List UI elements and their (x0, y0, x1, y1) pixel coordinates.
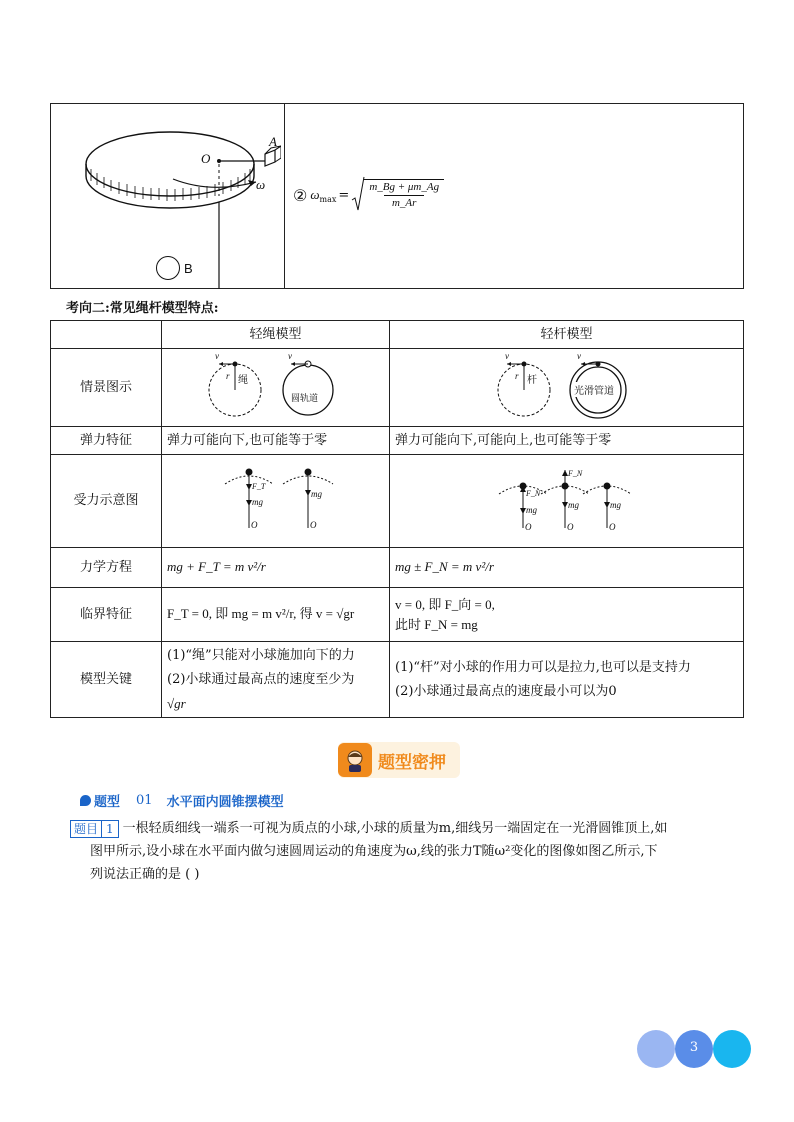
table-row (51, 642, 744, 718)
question-line3: 列说法正确的是 ( ) (90, 867, 200, 882)
section-heading: 考向二:常见绳杆模型特点: (66, 301, 219, 316)
question-line2: 图甲所示,设小球在水平面内做匀速圆周运动的角速度为ω,线的张力T随ω²变化的图像如图乙所示,下 (90, 844, 658, 859)
question-block (70, 817, 740, 886)
row-label: 弹力特征 (51, 427, 162, 455)
rod-elastic-cell: 弹力可能向下,可能向上,也可能等于零 (390, 427, 744, 455)
rod-force-fn2: F_N (568, 469, 583, 478)
type-number: 01 (136, 793, 153, 808)
rod-force-fn: F_N (526, 489, 541, 498)
table-row (51, 455, 744, 548)
rope-key-line3: √gr (167, 695, 186, 711)
rod-key-line1: (1)“杆”对小球的作用力可以是拉力,也可以是支持力 (395, 659, 691, 675)
deco-circle-left (637, 1030, 675, 1068)
rope-critical: F_T = 0, 即 mg = m v²/r, 得 v = √gr (167, 606, 355, 621)
formula-denominator: m_Ar (384, 195, 424, 211)
type-heading (80, 791, 284, 810)
table-row (51, 349, 744, 427)
rope-force-diagram (163, 456, 388, 546)
header-rod: 轻杆模型 (390, 321, 744, 349)
rope-force-ft: F_T (252, 482, 266, 491)
rod-force-cell (390, 455, 744, 548)
rod-scene-v: v (505, 351, 509, 361)
rod-scene-label: 杆 (527, 375, 537, 386)
rod-scene-track: 光滑管道 (574, 382, 614, 397)
question-line1: 一根轻质细线一端系一可视为质点的小球,小球的质量为m,细线另一端固定在一光滑圆锥顶上,如 (122, 821, 668, 836)
rod-equation: mg ± F_N = m v²/r (395, 559, 494, 574)
rope-scene-r: r (226, 371, 230, 381)
row-label: 情景图示 (51, 349, 162, 427)
formula-lhs-sub: max (319, 194, 337, 204)
row-label: 力学方程 (51, 548, 162, 588)
rope-equation: mg + F_T = m v²/r (167, 559, 266, 574)
page-number-decoration (637, 1028, 753, 1068)
rod-critical-cell (390, 588, 744, 642)
rod-force-mg2: mg (568, 500, 579, 510)
rope-force-o: O (251, 520, 258, 530)
rod-key-cell (390, 642, 744, 718)
row-label: 临界特征 (51, 588, 162, 642)
rope-elastic-cell: 弹力可能向下,也可能等于零 (162, 427, 390, 455)
rod-scene-cell (390, 349, 744, 427)
model-table (50, 320, 744, 718)
row-label: 模型关键 (51, 642, 162, 718)
rope-scene-label: 绳 (238, 375, 248, 386)
rope-key-line2: (2)小球通过最高点的速度至少为 (167, 671, 355, 687)
table-row (51, 427, 744, 455)
header-empty (51, 321, 162, 349)
rod-force-o: O (525, 522, 532, 532)
question-tag: 题目 (70, 820, 102, 838)
rope-scene-v: v (215, 351, 219, 361)
formula-eq: = (338, 187, 350, 203)
label-omega: ω (256, 177, 266, 192)
label-o: O (201, 151, 211, 166)
header-rope: 轻绳模型 (162, 321, 390, 349)
formula-index: ② (293, 185, 308, 205)
rotating-disk-diagram (81, 124, 281, 289)
omega-max-formula (293, 176, 444, 214)
question-number: 1 (102, 820, 119, 838)
rope-force-mg2: mg (311, 489, 322, 499)
rope-critical-cell (162, 588, 390, 642)
type-bullet-icon (80, 795, 91, 806)
rod-force-o3: O (609, 522, 616, 532)
rope-scene-track: 圆轨道 (291, 394, 319, 404)
row-label: 受力示意图 (51, 455, 162, 548)
rope-force-cell (162, 455, 390, 548)
deco-circle-right (713, 1030, 751, 1068)
rope-equation-cell (162, 548, 390, 588)
rod-equation-cell (390, 548, 744, 588)
type-tag: 题型 (94, 795, 121, 810)
rope-key-line1: (1)“绳”只能对小球施加向下的力 (167, 647, 355, 663)
rod-force-mg: mg (526, 505, 537, 515)
formula-numerator: m_Bg + μm_Ag (369, 181, 440, 193)
banner-title: 题型密押 (378, 752, 446, 773)
formula-sqrt (351, 176, 444, 214)
table-header-row (51, 321, 744, 349)
table-row (51, 588, 744, 642)
rope-force-o2: O (310, 520, 317, 530)
rope-scene-figure (163, 350, 388, 425)
teacher-icon (338, 743, 372, 777)
rope-key-cell (162, 642, 390, 718)
top-table (50, 103, 744, 289)
rope-scene-v2: v (288, 351, 292, 361)
rod-key-line2: (2)小球通过最高点的速度最小可以为0 (395, 683, 617, 699)
hanging-mass-b (156, 256, 180, 280)
rope-force-mg: mg (252, 497, 263, 507)
label-a: A (269, 134, 277, 149)
formula-lhs: ω (310, 187, 320, 202)
type-title: 水平面内圆锥摆模型 (166, 795, 284, 810)
rod-critical-line1: v = 0, 即 F_向 = 0, (395, 596, 495, 612)
label-b: B (184, 261, 193, 276)
page-number: 3 (689, 1040, 699, 1055)
rod-force-mg3: mg (610, 500, 621, 510)
question-banner (338, 742, 460, 778)
rod-critical-line2: 此时 F_N = mg (395, 616, 478, 632)
rod-scene-v2: v (577, 351, 581, 361)
rod-force-o2: O (567, 522, 574, 532)
table-row (51, 548, 744, 588)
rod-force-diagram (391, 456, 742, 546)
rod-scene-figure (391, 350, 742, 425)
rod-scene-r: r (515, 371, 519, 381)
rope-scene-cell (162, 349, 390, 427)
